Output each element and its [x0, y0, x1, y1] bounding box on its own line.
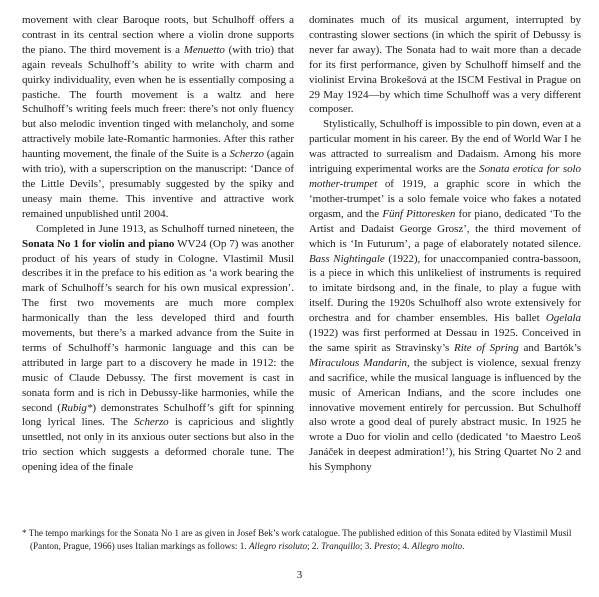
italic-text: Sonata erotica for solo mother-trumpet: [309, 163, 581, 190]
text-run: .: [462, 541, 465, 551]
italic-text: Allegro molto: [411, 541, 463, 551]
text-run: ) demonstrates Schulhoff’s gift for spinning long lyrical lines. The: [22, 401, 294, 429]
italic-text: Menuetto: [183, 43, 225, 56]
text-run: (again with trio), with a superscription on the manuscript: ‘Dance of the Little Devils’, presumably suggested by the spiky and uneasy main theme. This inventive and attractive work remained unpublished until 2004.: [22, 148, 294, 220]
italic-text: Rite of Spring: [454, 341, 519, 354]
text-run: WV24 (Op 7) was another product of his years of study in Cologne. Vlastimil Musil describes it in the preface to his edition as ‘a work bearing the mark of Schulhoff’s search for his own musical expression’. The first two movements are much more complex harmonically than the less developed third and fourth movements, but there’s a marked advance from the Suite in terms of Schulhoff’s harmonic language and this can be attributed in large part to a discovery he made in 1912: the music of Claude Debussy. The first movement is cast in sonata form and is rich in Debussy-like harmonies, while the second (: [22, 237, 294, 414]
paragraph: [309, 117, 581, 475]
italic-text: Tranquillo: [321, 541, 360, 551]
italic-text: Scherzo: [229, 148, 264, 161]
text-run: Stylistically, Schulhoff is impossible to pin down, even at a particular moment in his career. By the end of World War I he was attracted to surrealism and Dadaism. Among his more intriguing experimental works are the: [309, 118, 581, 176]
footnote-text: [22, 527, 580, 553]
text-run: for piano, dedicated ‘To the Artist and Dadaist George Grosz’, the third movement of which is ‘In Futurum’, a page of elaborately notated silence.: [309, 207, 581, 250]
text-run: is capricious and slightly unsettled, not only in its anxious outer sections but also in the trio section which suggests a deformed chorale tune. The opening idea of the finale: [22, 416, 294, 474]
text-run: movement with clear Baroque roots, but Schulhoff offers a contrast in its central section where a violin drone supports the piano. The third movement is a: [22, 14, 294, 56]
text-run: (1922), for unaccompanied contra-bassoon, is a piece in which this unlikeliest of instruments is required to imitate birdsong and, in the finale, to play a fugue with itself. During the 1920s Schulhoff also wrote extensively for orchestra and for chamber ensembles. His ballet: [309, 252, 581, 325]
italic-text: Fünf Pittoresken: [382, 207, 456, 220]
text-run: ; 2.: [307, 541, 322, 551]
text-run: (1922) was first performed at Dessau in 1925. Conceived in the same spirit as Stravinsky’s: [309, 327, 581, 354]
italic-text: Ogelala: [545, 312, 581, 325]
right-column: [309, 13, 581, 475]
text-run: dominates much of its musical argument, interrupted by contrasting slower sections (in which the spirit of Debussy is never far away). The Sonata had to wait more than a decade for its first performance, given by Schulhoff himself and the violinist Ervina Brokešová at the ISCM Festival in Prague on 29 May 1924—by which time Schulhoff was a very different composer.: [309, 14, 581, 116]
text-run: of 1919, a graphic score in which the ‘mother-trumpet’ is a solo female voice who fakes a notated orgasm, and the: [309, 177, 581, 220]
italic-text: Scherzo: [134, 416, 169, 429]
paragraph: [309, 13, 581, 117]
text-run: and Bartók’s: [518, 341, 581, 354]
text-run: * The tempo markings for the Sonata No 1 are as given in Josef Bek’s work catalogue. The published edition of this Sonata edited by Vlastimil Musil (Panton, Prague, 1966) uses Italian markings as follows: 1.: [22, 528, 572, 551]
italic-text: Rubig*: [60, 401, 93, 414]
italic-text: Allegro risoluto: [248, 541, 308, 551]
paragraph: [22, 13, 294, 222]
text-run: Completed in June 1913, as Schulhoff turned nineteen, the: [36, 222, 294, 235]
footnote: [22, 527, 580, 553]
text-run: ; 3.: [359, 541, 374, 551]
bold-text: Sonata No 1 for violin and piano: [22, 237, 175, 250]
left-column: [22, 13, 294, 475]
italic-text: Bass Nightingale: [309, 252, 385, 265]
paragraph: [22, 222, 294, 475]
italic-text: Presto: [373, 541, 398, 551]
text-run: (with trio) that again reveals Schulhoff’s ability to write with charm and quirky individuality, even when he is essentially composing a pastiche. The fourth movement is a waltz and here Schulhoff’s writing feels much freer: there’s not only fluency but also melodic invention tinged with melancholy, and some attractively mobile late-Romantic harmonies. After this rather haunting movement, the finale of the Suite is a: [22, 43, 294, 161]
text-run: ; 4.: [397, 541, 412, 551]
page-number: 3: [296, 569, 303, 581]
italic-text: Miraculous Mandarin: [309, 356, 407, 369]
text-run: , the subject is violence, sexual frenzy and sacrifice, while the musical language is influenced by the music of American Indians, and the score includes one innovative movement entirely for percussion. But Schulhoff also wrote a good deal of purely abstract music. In 1925 he wrote a Duo for violin and cello (dedicated ‘to Maestro Leoš Janáček in deepest admiration!’), his String Quartet No 2 and his Symphony: [309, 356, 581, 474]
